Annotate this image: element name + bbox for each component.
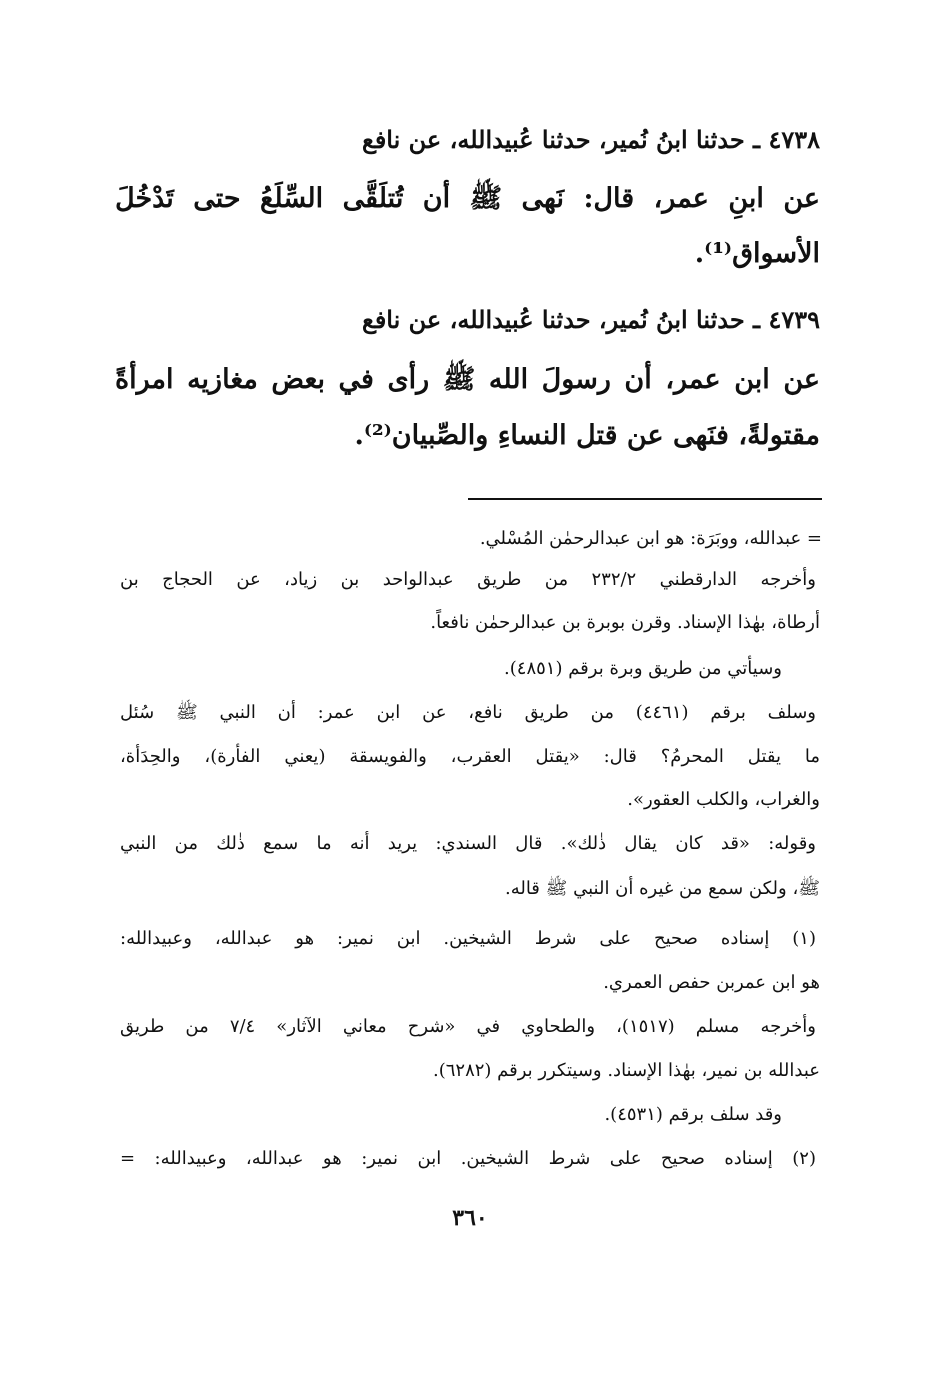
hadith-4738-line-2: عن ابنِ عمر، قال: نَهى ﷺ أن تُتلَقَّى السِّلَعُ حتى تَدْخُلَ bbox=[115, 183, 820, 214]
footnote-line: أرطاة، بهٰذا الإسناد. وقرن بوبرة بن عبدالرحمٰن نافعاً. bbox=[430, 612, 820, 633]
footnote-separator bbox=[468, 498, 822, 500]
footnote-line: (١) إسناده صحيح على شرط الشيخين. ابن نمير: هو عبدالله، وعبيدالله: bbox=[120, 928, 816, 949]
footnote-line: وقوله: «قد كان يقال ذٰلك». قال السندي: يريد أنه ما سمع ذٰلك من النبي bbox=[120, 833, 816, 854]
footnote-line: عبدالله بن نمير، بهٰذا الإسناد. وسيتكرر برقم (٦٢٨٢). bbox=[433, 1060, 820, 1081]
footnote-line: وسلف برقم (٤٤٦١) من طريق نافع، عن ابن عمر: أن النبي ﷺ سُئل bbox=[120, 702, 817, 723]
footnote-line: هو ابن عمربن حفص العمري. bbox=[603, 972, 820, 993]
footnote-line: = عبدالله، ووبَرَة: هو ابن عبدالرحمٰن المُسْلي. bbox=[479, 528, 822, 549]
footnote-line: وأخرجه الدارقطني ٢٣٢/٢ من طريق عبدالواحد بن زياد، عن الحجاج بن bbox=[120, 569, 816, 590]
page-number: ٣٦٠ bbox=[452, 1205, 488, 1231]
footnote-line: ﷺ، ولكن سمع من غيره أن النبي ﷺ قاله. bbox=[504, 878, 820, 899]
hadith-4738-line-3: الأسواق⁽¹⁾. bbox=[694, 238, 820, 269]
footnote-line: وقد سلف برقم (٤٥٣١). bbox=[604, 1104, 782, 1125]
footnote-line: والغراب، والكلب العقور». bbox=[627, 789, 820, 810]
footnote-line: وأخرجه مسلم (١٥١٧)، والطحاوي في «شرح معاني الآثار» ٧/٤ من طريق bbox=[120, 1016, 816, 1037]
footnote-line: وسيأتي من طريق وبرة برقم (٤٨٥١). bbox=[504, 658, 782, 679]
footnote-line: ما يقتل المحرمُ؟ قال: «يقتل العقرب، والفويسقة (يعني الفأرة)، والحِدَأة، bbox=[120, 746, 820, 767]
hadith-4739-line-1: ٤٧٣٩ ـ حدثنا ابنُ نُمير، حدثنا عُبيدالله، عن نافع bbox=[362, 305, 820, 334]
footnote-line: (٢) إسناده صحيح على شرط الشيخين. ابن نمير: هو عبدالله، وعبيدالله: = bbox=[120, 1148, 816, 1169]
hadith-4739-line-3: مقتولةً، فنَهى عن قتل النساءِ والصِّبيان⁽²⁾. bbox=[354, 420, 820, 451]
hadith-4739-line-2: عن ابن عمر، أن رسولَ الله ﷺ رأى في بعض مغازيه امرأةً bbox=[115, 364, 820, 395]
hadith-4738-line-1: ٤٧٣٨ ـ حدثنا ابنُ نُمير، حدثنا عُبيدالله، عن نافع bbox=[362, 125, 820, 154]
